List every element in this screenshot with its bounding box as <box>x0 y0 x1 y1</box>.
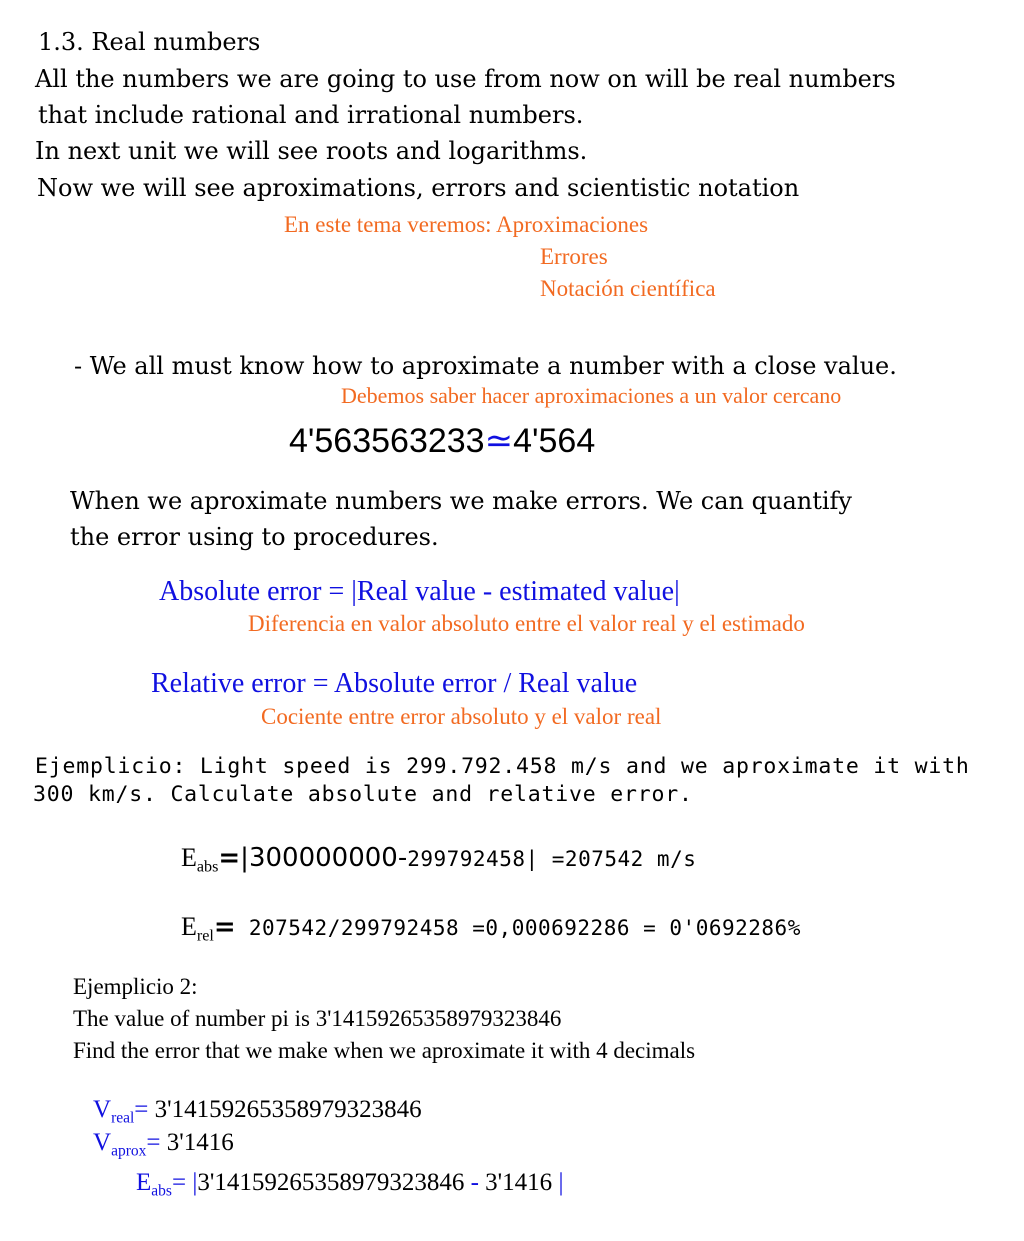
approximation-point: - We all must know how to aproximate a number with a close value. <box>74 352 897 380</box>
example2-line-1: The value of number pi is 3'14159265358979323846 <box>73 1006 562 1031</box>
intro-line-3: In next unit we will see roots and logarithms. <box>35 137 588 165</box>
vaprox-value: 3'1416 <box>166 1129 234 1156</box>
vaprox-symbol: $V_{aprox}=$ <box>93 1129 161 1160</box>
example2-vaprox <box>93 1129 234 1160</box>
absolute-error-formula: Absolute error = |Real value - estimated value| <box>159 576 680 607</box>
example2-line-2: Find the error that we make when we aproximate it with 4 decimals <box>73 1038 696 1063</box>
errors-intro-line-1: When we aproximate numbers we make errors. We can quantify <box>70 487 852 515</box>
erel-rest: 207542/299792458 =0,000692286 = 0'0692286% <box>235 916 801 940</box>
example2-eabs-b: 3'1416 <box>485 1169 553 1196</box>
approximately-equal-icon: ≃ <box>484 422 514 460</box>
example1-line-1: Ejemplicio: Light speed is 299.792.458 m/s and we aproximate it with <box>35 754 970 779</box>
section-heading: 1.3. Real numbers <box>38 28 261 56</box>
eabs-rest: 299792458| =207542 m/s <box>407 847 697 871</box>
spanish-topics-line-2: Errores <box>540 244 608 269</box>
eabs-symbol: $E_{abs}$ <box>181 843 219 876</box>
approximation-point-es: Debemos saber hacer aproximaciones a un valor cercano <box>341 383 842 408</box>
example2-eabs <box>136 1169 564 1200</box>
erel-equals: = <box>213 912 236 942</box>
eabs-equals: = <box>218 843 241 873</box>
example2-eabs-minus: - <box>470 1169 479 1196</box>
example1-relative-error <box>181 912 801 945</box>
spanish-topics-line-1: En este tema veremos: Aproximaciones <box>284 212 649 237</box>
vreal-symbol: $V_{real}=$ <box>93 1096 149 1127</box>
example2-label: Ejemplicio 2: <box>73 974 198 999</box>
example2-eabs-bar-close: | <box>558 1169 564 1196</box>
errors-intro-line-2: the error using to procedures. <box>70 523 439 551</box>
example2-eabs-bar-open: | <box>192 1169 198 1196</box>
absolute-error-es: Diferencia en valor absoluto entre el valor real y el estimado <box>248 611 805 636</box>
example1-line-2: 300 km/s. Calculate absolute and relative error. <box>33 782 693 807</box>
spanish-topics-line-3: Notación científica <box>540 276 716 301</box>
eabs-value-1: 300000000- <box>248 843 408 873</box>
approximation-example-left: 4'563563233 <box>289 422 485 460</box>
example2-eabs-a: 3'14159265358979323846 <box>197 1169 465 1196</box>
example2-eabs-symbol: $E_{abs}=$ <box>136 1169 187 1200</box>
relative-error-es: Cociente entre error absoluto y el valor real <box>261 704 662 729</box>
intro-line-2: that include rational and irrational numbers. <box>38 101 584 129</box>
intro-line-1: All the numbers we are going to use from now on will be real numbers <box>35 65 896 93</box>
approximation-example <box>289 424 595 458</box>
example1-absolute-error <box>181 843 697 876</box>
relative-error-formula: Relative error = Absolute error / Real value <box>151 668 638 699</box>
erel-symbol: $E_{rel}$ <box>181 912 214 945</box>
example2-vreal <box>93 1096 422 1127</box>
approximation-example-right: 4'564 <box>513 422 596 460</box>
intro-line-4: Now we will see aproximations, errors and scientistic notation <box>37 174 800 202</box>
eabs-bar: | <box>240 843 249 873</box>
vreal-value: 3'14159265358979323846 <box>154 1096 422 1123</box>
